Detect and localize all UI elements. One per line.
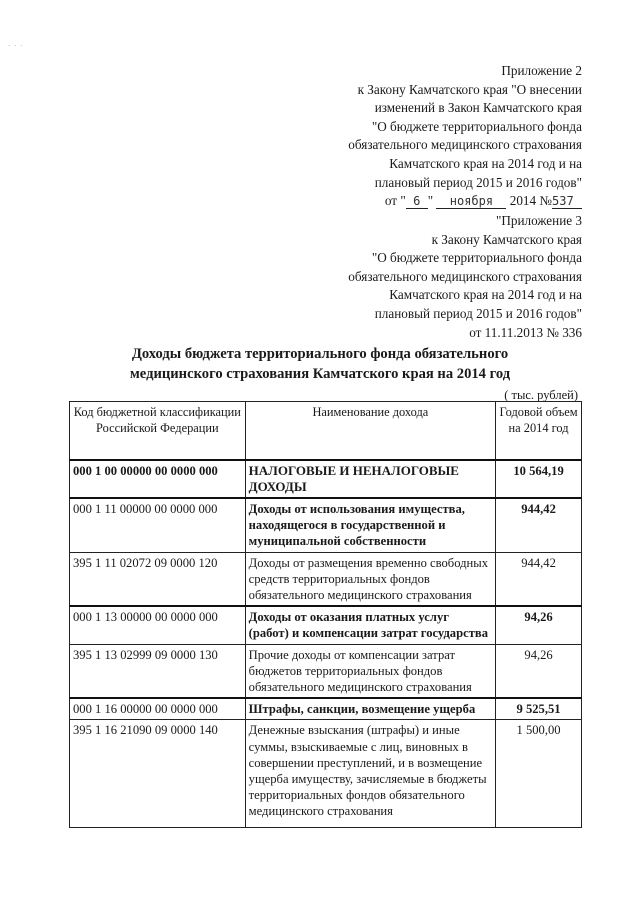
row-name: НАЛОГОВЫЕ И НЕНАЛОГОВЫЕ ДОХОДЫ bbox=[245, 460, 495, 498]
row-name: Доходы от использования имущества, находящегося в государственной и муниципальной собственности bbox=[245, 498, 495, 552]
row-amount: 10 564,19 bbox=[496, 460, 582, 498]
row-code: 000 1 16 00000 00 0000 000 bbox=[70, 698, 246, 720]
revenue-table bbox=[69, 401, 582, 828]
appendix-2-line: плановый период 2015 и 2016 годов" bbox=[374, 174, 582, 190]
row-name: Доходы от размещения временно свободных средств территориальных фондов обязательного медицинского страхования bbox=[245, 552, 495, 606]
document-title bbox=[60, 344, 580, 384]
units-note: ( тыс. рублей) bbox=[504, 388, 578, 402]
appendix-2-line: Камчатского края на 2014 год и на bbox=[389, 155, 582, 171]
appendix-3-line: Камчатского края на 2014 год и на bbox=[389, 287, 582, 303]
law-number: 537 bbox=[552, 194, 582, 209]
date-year: 2014 bbox=[509, 193, 537, 209]
row-amount: 944,42 bbox=[496, 498, 582, 552]
date-quote: " bbox=[427, 193, 434, 209]
row-code: 000 1 00 00000 00 0000 000 bbox=[70, 460, 246, 498]
row-code: 395 1 16 21090 09 0000 140 bbox=[70, 720, 246, 828]
row-code: 395 1 13 02999 09 0000 130 bbox=[70, 644, 246, 698]
appendix-3-line: "О бюджете территориального фонда bbox=[371, 250, 582, 266]
appendix-2-line: изменений в Закон Камчатского края bbox=[374, 100, 582, 116]
header-code: Код бюджетной классификации Российской Федерации bbox=[70, 402, 246, 460]
appendix-2-line: "О бюджете территориального фонда bbox=[371, 118, 582, 134]
appendix-3-line: к Закону Камчатского края bbox=[431, 231, 582, 247]
row-name: Доходы от оказания платных услуг (работ) и компенсации затрат государства bbox=[245, 606, 495, 644]
scan-mark: · · · bbox=[8, 42, 24, 50]
appendix-3-line: "Приложение 3 bbox=[495, 213, 582, 228]
date-day: 6 bbox=[406, 194, 428, 209]
appendix-3-line: от 11.11.2013 № 336 bbox=[469, 324, 582, 340]
row-amount: 94,26 bbox=[496, 606, 582, 644]
appendix-2-reference bbox=[348, 62, 582, 211]
appendix-2-line: к Закону Камчатского края "О внесении bbox=[357, 81, 582, 97]
appendix-3-line: плановый период 2015 и 2016 годов" bbox=[374, 305, 582, 321]
appendix-3-reference bbox=[348, 212, 582, 342]
row-amount: 1 500,00 bbox=[496, 720, 582, 828]
row-amount: 94,26 bbox=[496, 644, 582, 698]
appendix-2-date-line bbox=[348, 192, 582, 211]
table-row bbox=[70, 720, 582, 828]
date-month: ноября bbox=[436, 194, 506, 209]
number-prefix: № bbox=[539, 193, 552, 209]
title-line-1: Доходы бюджета территориального фонда обязательного bbox=[131, 346, 509, 362]
row-amount: 9 525,51 bbox=[496, 698, 582, 720]
appendix-2-line: Приложение 2 bbox=[501, 63, 582, 78]
title-line-2: медицинского страхования Камчатского края на 2014 год bbox=[129, 366, 511, 382]
table-row bbox=[70, 498, 582, 552]
table-header-row bbox=[70, 402, 582, 460]
table-row bbox=[70, 606, 582, 644]
row-name: Денежные взыскания (штрафы) и иные суммы, взыскиваемые с лиц, виновных в совершении преступлений, и в возмещение ущерба имуществу, зачисляемые в бюджеты территориальных фондов обязательного медицинского страхования bbox=[245, 720, 495, 828]
table-row bbox=[70, 644, 582, 698]
row-code: 395 1 11 02072 09 0000 120 bbox=[70, 552, 246, 606]
header-name: Наименование дохода bbox=[245, 402, 495, 460]
appendix-3-line: обязательного медицинского страхования bbox=[348, 268, 582, 284]
row-amount: 944,42 bbox=[496, 552, 582, 606]
row-code: 000 1 11 00000 00 0000 000 bbox=[70, 498, 246, 552]
row-name: Прочие доходы от компенсации затрат бюджетов территориальных фондов обязательного медицинского страхования bbox=[245, 644, 495, 698]
table-row bbox=[70, 460, 582, 498]
row-code: 000 1 13 00000 00 0000 000 bbox=[70, 606, 246, 644]
header-amount: Годовой объем на 2014 год bbox=[496, 402, 582, 460]
date-prefix: от " bbox=[384, 193, 406, 209]
table-row bbox=[70, 552, 582, 606]
row-name: Штрафы, санкции, возмещение ущерба bbox=[245, 698, 495, 720]
table-row bbox=[70, 698, 582, 720]
appendix-2-line: обязательного медицинского страхования bbox=[348, 137, 582, 153]
